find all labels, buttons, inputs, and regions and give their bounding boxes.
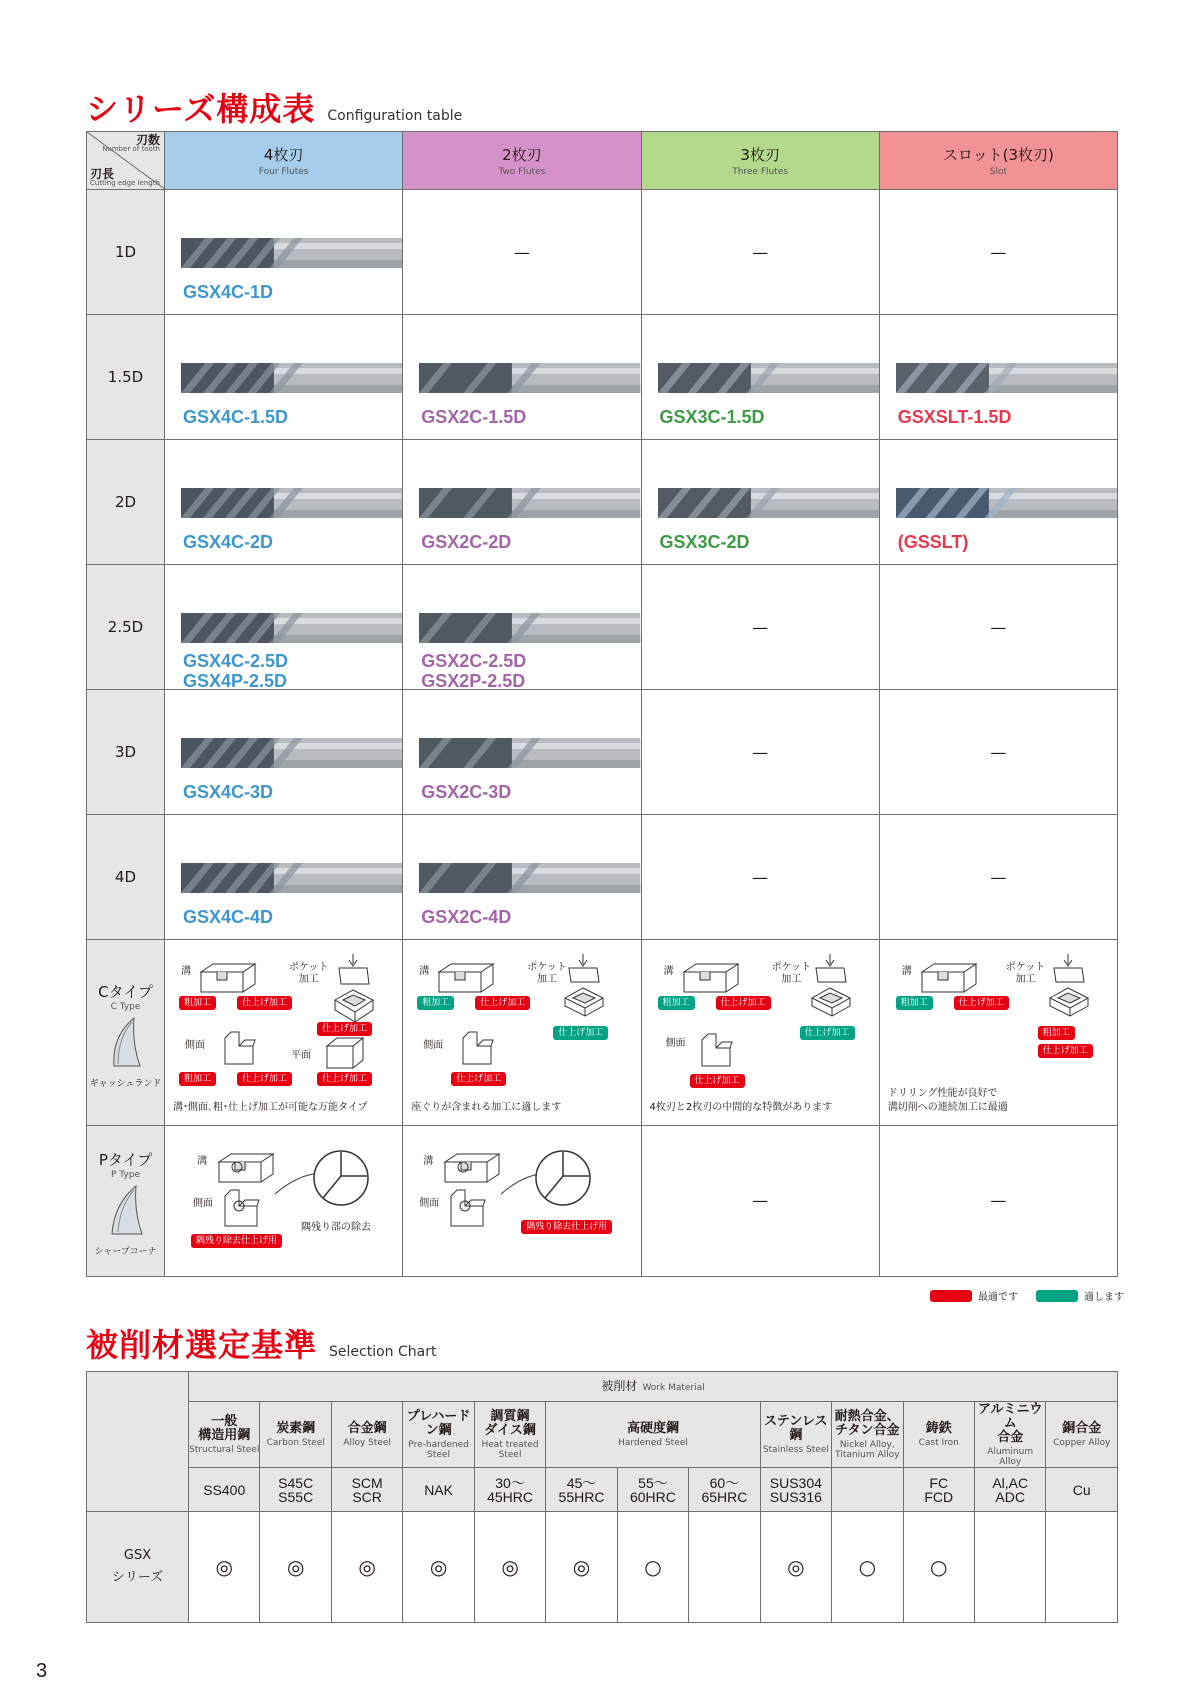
plane-block-icon bbox=[325, 1036, 365, 1070]
product-cell bbox=[879, 315, 1117, 440]
badge-rough: 粗加工 bbox=[179, 996, 216, 1010]
double-circle-mark: ◎ bbox=[189, 1512, 260, 1623]
badge-finish: 仕上げ加工 bbox=[716, 996, 771, 1010]
badge-rough: 粗加工 bbox=[1038, 1026, 1075, 1040]
ctype-desc-line: 溝切削への連続加工に最適 bbox=[887, 1101, 1008, 1113]
column-header-two-flutes bbox=[403, 132, 641, 190]
product-code-list bbox=[421, 651, 526, 691]
empty-mark bbox=[689, 1512, 760, 1623]
ptype-header bbox=[87, 1125, 165, 1276]
end-mill-image bbox=[419, 859, 640, 897]
material-en: Pre-hardened Steel bbox=[408, 1439, 469, 1460]
product-cell bbox=[403, 565, 641, 690]
double-circle-mark: ◎ bbox=[403, 1512, 474, 1623]
badge-finish: 仕上げ加工 bbox=[237, 1072, 292, 1086]
product-code: GSX2C-1.5D bbox=[421, 407, 527, 428]
ctype-cell-slot bbox=[879, 940, 1117, 1125]
badge-finish: 仕上げ加工 bbox=[317, 1072, 372, 1086]
end-mill-image bbox=[419, 609, 640, 647]
table-row bbox=[87, 440, 1118, 565]
groove-block-icon bbox=[920, 960, 980, 994]
material-en: Cast Iron bbox=[918, 1437, 959, 1448]
ptype-cell-four bbox=[165, 1125, 403, 1276]
material-grade bbox=[832, 1468, 903, 1512]
selection-chart bbox=[86, 1371, 1118, 1623]
product-code: GSX4C-2.5D bbox=[183, 651, 289, 672]
config-subtitle: Configuration table bbox=[327, 108, 463, 124]
product-code: GSX3C-1.5D bbox=[659, 407, 765, 428]
product-cell bbox=[165, 440, 403, 565]
table-row bbox=[87, 565, 1118, 690]
ctype-diagram bbox=[642, 940, 879, 1124]
end-mill-image bbox=[419, 734, 640, 772]
badge-rough: 粗加工 bbox=[658, 996, 695, 1010]
ctype-desc-line: ドリリング性能が良好で bbox=[887, 1087, 998, 1099]
ctype-cell-three bbox=[641, 940, 879, 1125]
drill-image bbox=[896, 484, 1117, 522]
ptype-title: Pタイプ bbox=[98, 1150, 153, 1169]
row-label: 4D bbox=[87, 815, 165, 940]
badge-rough: 粗加工 bbox=[896, 996, 933, 1010]
material-header bbox=[474, 1402, 545, 1468]
selection-corner bbox=[87, 1372, 189, 1512]
double-circle-mark: ◎ bbox=[331, 1512, 402, 1623]
material-header bbox=[903, 1402, 974, 1468]
column-jp: 3枚刃 bbox=[740, 146, 780, 164]
material-en: Hardened Steel bbox=[618, 1437, 688, 1448]
corner-zoom-icon bbox=[311, 1148, 371, 1208]
gash-land-icon bbox=[106, 1016, 146, 1068]
product-cell bbox=[165, 190, 403, 315]
material-en: Structural Steel bbox=[189, 1444, 260, 1455]
groove-block-icon bbox=[217, 1150, 277, 1184]
series-row bbox=[87, 1512, 1118, 1623]
circle-mark: ○ bbox=[903, 1512, 974, 1623]
table-row bbox=[87, 815, 1118, 940]
badge-corner-finish: 隅残り除去仕上げ用 bbox=[191, 1234, 282, 1248]
dash: — bbox=[752, 867, 769, 887]
end-mill-image bbox=[181, 234, 402, 272]
product-cell bbox=[641, 315, 879, 440]
ctype-sub: ギャッシュランド bbox=[89, 1078, 162, 1089]
material-grade: SS400 bbox=[189, 1468, 260, 1512]
column-en: Four Flutes bbox=[258, 167, 309, 177]
dash: — bbox=[752, 742, 769, 762]
ctype-diagram bbox=[880, 940, 1117, 1124]
empty-mark bbox=[974, 1512, 1045, 1623]
material-grade: Cu bbox=[1046, 1468, 1118, 1512]
end-mill-image bbox=[658, 484, 879, 522]
badge-finish: 仕上げ加工 bbox=[475, 996, 530, 1010]
label-mizo: 溝 bbox=[181, 966, 191, 978]
product-cell bbox=[165, 815, 403, 940]
dash: — bbox=[990, 242, 1007, 262]
label-pocket: ポケット 加工 bbox=[1005, 962, 1046, 986]
end-mill-image bbox=[181, 859, 402, 897]
corner-bottom-label: 刃長 bbox=[90, 167, 115, 181]
dash: — bbox=[513, 242, 530, 262]
material-grade: SCM SCR bbox=[331, 1468, 402, 1512]
double-circle-mark: ◎ bbox=[260, 1512, 331, 1623]
selection-subtitle: Selection Chart bbox=[329, 1344, 437, 1360]
product-cell bbox=[165, 565, 403, 690]
grade-row bbox=[87, 1468, 1118, 1512]
product-cell bbox=[879, 440, 1117, 565]
side-block-icon bbox=[461, 1030, 495, 1066]
material-grade: 55〜 60HRC bbox=[617, 1468, 688, 1512]
row-label: 1D bbox=[87, 190, 165, 315]
material-name: ステンレス 鋼 bbox=[764, 1413, 828, 1443]
config-title: シリーズ構成表 bbox=[86, 90, 316, 128]
circle-mark: ○ bbox=[832, 1512, 903, 1623]
product-code: GSX4C-1D bbox=[183, 282, 274, 302]
dash: — bbox=[990, 1191, 1007, 1211]
material-name: 合金鋼 bbox=[347, 1420, 387, 1436]
table-row bbox=[87, 190, 1118, 315]
badge-finish: 仕上げ加工 bbox=[451, 1072, 506, 1086]
ctype-desc: 座ぐりが含まれる加工に適します bbox=[411, 1101, 562, 1113]
end-mill-image bbox=[419, 359, 640, 397]
product-code: GSX2P-2.5D bbox=[421, 671, 526, 692]
corner-zoom-icon bbox=[533, 1148, 593, 1208]
table-row bbox=[87, 690, 1118, 815]
empty-mark bbox=[1046, 1512, 1118, 1623]
end-mill-image bbox=[181, 359, 402, 397]
ptype-cell-two bbox=[403, 1125, 641, 1276]
dash: — bbox=[752, 242, 769, 262]
material-header bbox=[760, 1402, 831, 1468]
table-row-ptype bbox=[87, 1125, 1118, 1276]
badge-finish: 仕上げ加工 bbox=[553, 1026, 608, 1040]
material-en: Aluminum Alloy bbox=[987, 1446, 1034, 1467]
label-mizo: 溝 bbox=[901, 966, 912, 978]
corner-top-en: Number of tooth bbox=[102, 145, 160, 153]
legend-good-label: 適します bbox=[1084, 1292, 1124, 1303]
badge-rough: 粗加工 bbox=[179, 1072, 216, 1086]
legend-swatch-red bbox=[930, 1290, 972, 1302]
material-grade: NAK bbox=[403, 1468, 474, 1512]
product-code: GSX3C-2D bbox=[659, 532, 750, 553]
badge-corner-finish: 隅残り除去仕上げ用 bbox=[521, 1220, 612, 1234]
label-sokumen: 側面 bbox=[185, 1040, 205, 1052]
ctype-desc: 溝･側面､粗･仕上げ加工が可能な万能タイプ bbox=[173, 1101, 368, 1113]
material-grade: FC FCD bbox=[903, 1468, 974, 1512]
label-sokumen: 側面 bbox=[423, 1040, 444, 1052]
label-heimen: 平面 bbox=[291, 1050, 311, 1062]
table-row bbox=[87, 315, 1118, 440]
label-sokumen: 側面 bbox=[193, 1197, 213, 1209]
material-en: Stainless Steel bbox=[762, 1444, 829, 1455]
label-mizo: 溝 bbox=[663, 966, 674, 978]
material-name: プレハードン鋼 bbox=[406, 1408, 471, 1438]
legend-good bbox=[1036, 1288, 1124, 1303]
ctype-cell-two bbox=[403, 940, 641, 1125]
dash: — bbox=[752, 1191, 769, 1211]
material-header bbox=[1046, 1402, 1118, 1468]
config-title-block bbox=[86, 84, 462, 130]
work-material-en: Work Material bbox=[642, 1383, 705, 1393]
product-code: GSX2C-3D bbox=[421, 782, 512, 803]
material-grade: 45〜 55HRC bbox=[546, 1468, 617, 1512]
side-block-icon bbox=[223, 1188, 261, 1228]
legend-swatch-green bbox=[1036, 1290, 1078, 1302]
product-cell bbox=[403, 690, 641, 815]
ctype-cell-four bbox=[165, 940, 403, 1125]
material-header bbox=[260, 1402, 331, 1468]
material-grade: 30〜 45HRC bbox=[474, 1468, 545, 1512]
material-name: 鋳鉄 bbox=[925, 1420, 952, 1436]
side-block-icon bbox=[700, 1032, 734, 1068]
label-sokumen: 側面 bbox=[665, 1038, 686, 1050]
material-row bbox=[87, 1402, 1118, 1468]
material-en: Copper Alloy bbox=[1053, 1437, 1111, 1448]
groove-block-icon bbox=[443, 1150, 503, 1184]
material-header bbox=[189, 1402, 260, 1468]
ctype-title: Cタイプ bbox=[98, 982, 153, 1001]
groove-block-icon bbox=[437, 960, 497, 994]
material-grade: S45C S55C bbox=[260, 1468, 331, 1512]
product-code: GSX4C-2D bbox=[183, 532, 274, 553]
material-name: 高硬度鋼 bbox=[626, 1420, 679, 1436]
row-label: 3D bbox=[87, 690, 165, 815]
label-corner-removal: 隅残り部の除去 bbox=[301, 1221, 371, 1233]
material-en: Alloy Steel bbox=[343, 1437, 391, 1448]
label-pocket: ポケット 加工 bbox=[771, 962, 811, 986]
dash: — bbox=[990, 617, 1007, 637]
circle-mark: ○ bbox=[617, 1512, 688, 1623]
double-circle-mark: ◎ bbox=[546, 1512, 617, 1623]
double-circle-mark: ◎ bbox=[474, 1512, 545, 1623]
double-circle-mark: ◎ bbox=[760, 1512, 831, 1623]
material-header bbox=[403, 1402, 474, 1468]
ptype-diagram bbox=[165, 1126, 402, 1276]
sharp-corner-icon bbox=[106, 1184, 146, 1236]
selection-title: 被削材選定基準 bbox=[86, 1326, 318, 1364]
column-jp: 4枚刃 bbox=[263, 146, 304, 164]
label-mizo: 溝 bbox=[423, 1155, 434, 1167]
pocket-tool-icon bbox=[563, 954, 605, 1018]
label-mizo: 溝 bbox=[197, 1155, 207, 1167]
material-en: Heat treated Steel bbox=[481, 1439, 539, 1460]
legend-best-label: 最適です bbox=[978, 1292, 1018, 1303]
material-name: アルミニウム 合金 bbox=[977, 1401, 1043, 1445]
ptype-diagram bbox=[403, 1126, 640, 1276]
product-cell bbox=[403, 315, 641, 440]
material-grade: SUS304 SUS316 bbox=[760, 1468, 831, 1512]
material-grade: 60〜 65HRC bbox=[689, 1468, 760, 1512]
end-mill-image bbox=[181, 734, 402, 772]
badge-finish: 仕上げ加工 bbox=[317, 1022, 372, 1036]
end-mill-image bbox=[658, 359, 879, 397]
material-header bbox=[974, 1402, 1045, 1468]
ctype-desc: 4枚刃と2枚刃の中間的な特徴があります bbox=[649, 1101, 833, 1113]
row-label: 2.5D bbox=[87, 565, 165, 690]
label-sokumen: 側面 bbox=[419, 1197, 440, 1209]
end-mill-image bbox=[896, 359, 1117, 397]
product-code: GSX4C-4D bbox=[183, 907, 274, 928]
product-code: (GSSLT) bbox=[897, 532, 969, 553]
dash: — bbox=[990, 867, 1007, 887]
label-pocket: ポケット 加工 bbox=[527, 962, 567, 986]
work-material-jp: 被削材 bbox=[601, 1379, 638, 1393]
column-header-four-flutes bbox=[165, 132, 403, 190]
material-name: 一般 構造用鋼 bbox=[198, 1413, 251, 1443]
ctype-header bbox=[87, 940, 165, 1125]
ctype-en: C Type bbox=[110, 1001, 141, 1012]
material-en: Carbon Steel bbox=[266, 1437, 325, 1448]
product-code: GSX4P-2.5D bbox=[183, 671, 288, 692]
corner-top-label: 刃数 bbox=[135, 133, 160, 147]
ctype-diagram bbox=[403, 940, 640, 1124]
pocket-tool-icon bbox=[810, 954, 852, 1018]
configuration-table bbox=[86, 131, 1118, 1277]
page-number: 3 bbox=[36, 1660, 48, 1682]
corner-header bbox=[87, 132, 165, 190]
material-grade: Al,AC ADC bbox=[974, 1468, 1045, 1512]
pocket-tool-icon bbox=[333, 954, 375, 1032]
material-header bbox=[331, 1402, 402, 1468]
material-header bbox=[546, 1402, 760, 1468]
dash: — bbox=[752, 617, 769, 637]
product-cell bbox=[641, 440, 879, 565]
groove-block-icon bbox=[682, 960, 742, 994]
material-name: 銅合金 bbox=[1062, 1420, 1102, 1436]
product-cell bbox=[403, 815, 641, 940]
material-name: 耐熱合金、 チタン合金 bbox=[834, 1408, 900, 1438]
groove-block-icon bbox=[199, 960, 259, 994]
label-mizo: 溝 bbox=[419, 966, 430, 978]
column-header-slot bbox=[879, 132, 1117, 190]
ptype-sub: シャープコーナ bbox=[94, 1246, 157, 1257]
dash: — bbox=[990, 742, 1007, 762]
series-label: GSX シリーズ bbox=[87, 1512, 189, 1623]
legend-best bbox=[930, 1288, 1018, 1303]
product-code: GSXSLT-1.5D bbox=[897, 407, 1012, 428]
product-code-list bbox=[183, 651, 288, 691]
product-cell bbox=[403, 440, 641, 565]
end-mill-image bbox=[419, 484, 640, 522]
column-header-three-flutes bbox=[641, 132, 879, 190]
badge-finish: 仕上げ加工 bbox=[954, 996, 1009, 1010]
material-en: Nickel Alloy, Titanium Alloy bbox=[835, 1439, 900, 1460]
product-cell bbox=[165, 690, 403, 815]
pocket-tool-icon bbox=[1048, 954, 1090, 1018]
work-material-header bbox=[189, 1372, 1118, 1402]
material-name: 調質鋼 ダイス鋼 bbox=[484, 1408, 536, 1438]
badge-rough: 粗加工 bbox=[417, 996, 454, 1010]
selection-title-block bbox=[86, 1320, 436, 1366]
table-row-ctype bbox=[87, 940, 1118, 1125]
column-jp: スロット(3枚刃) bbox=[942, 146, 1054, 164]
side-block-icon bbox=[223, 1030, 257, 1066]
badge-finish: 仕上げ加工 bbox=[690, 1074, 745, 1088]
ptype-en: P Type bbox=[111, 1169, 140, 1180]
material-header bbox=[832, 1402, 903, 1468]
column-en: Two Flutes bbox=[498, 167, 546, 177]
column-en: Three Flutes bbox=[732, 167, 789, 177]
product-code: GSX4C-3D bbox=[183, 782, 274, 803]
column-en: Slot bbox=[989, 167, 1007, 177]
row-label: 2D bbox=[87, 440, 165, 565]
material-name: 炭素鋼 bbox=[276, 1420, 316, 1436]
side-block-icon bbox=[449, 1188, 487, 1228]
column-jp: 2枚刃 bbox=[502, 146, 542, 164]
product-cell bbox=[165, 315, 403, 440]
label-pocket: ポケット 加工 bbox=[289, 962, 329, 986]
row-label: 1.5D bbox=[87, 315, 165, 440]
ctype-diagram bbox=[165, 940, 402, 1124]
ctype-desc bbox=[888, 1087, 1008, 1115]
end-mill-image bbox=[181, 484, 402, 522]
badge-finish: 仕上げ加工 bbox=[237, 996, 292, 1010]
product-code: GSX2C-4D bbox=[421, 907, 512, 928]
corner-bottom-en: Cutting edge length bbox=[90, 179, 160, 187]
product-code: GSX2C-2.5D bbox=[421, 651, 527, 672]
product-code: GSX2C-2D bbox=[421, 532, 512, 553]
end-mill-image bbox=[181, 609, 402, 647]
badge-finish: 仕上げ加工 bbox=[800, 1026, 855, 1040]
product-code: GSX4C-1.5D bbox=[183, 407, 289, 428]
badge-finish: 仕上げ加工 bbox=[1038, 1044, 1093, 1058]
